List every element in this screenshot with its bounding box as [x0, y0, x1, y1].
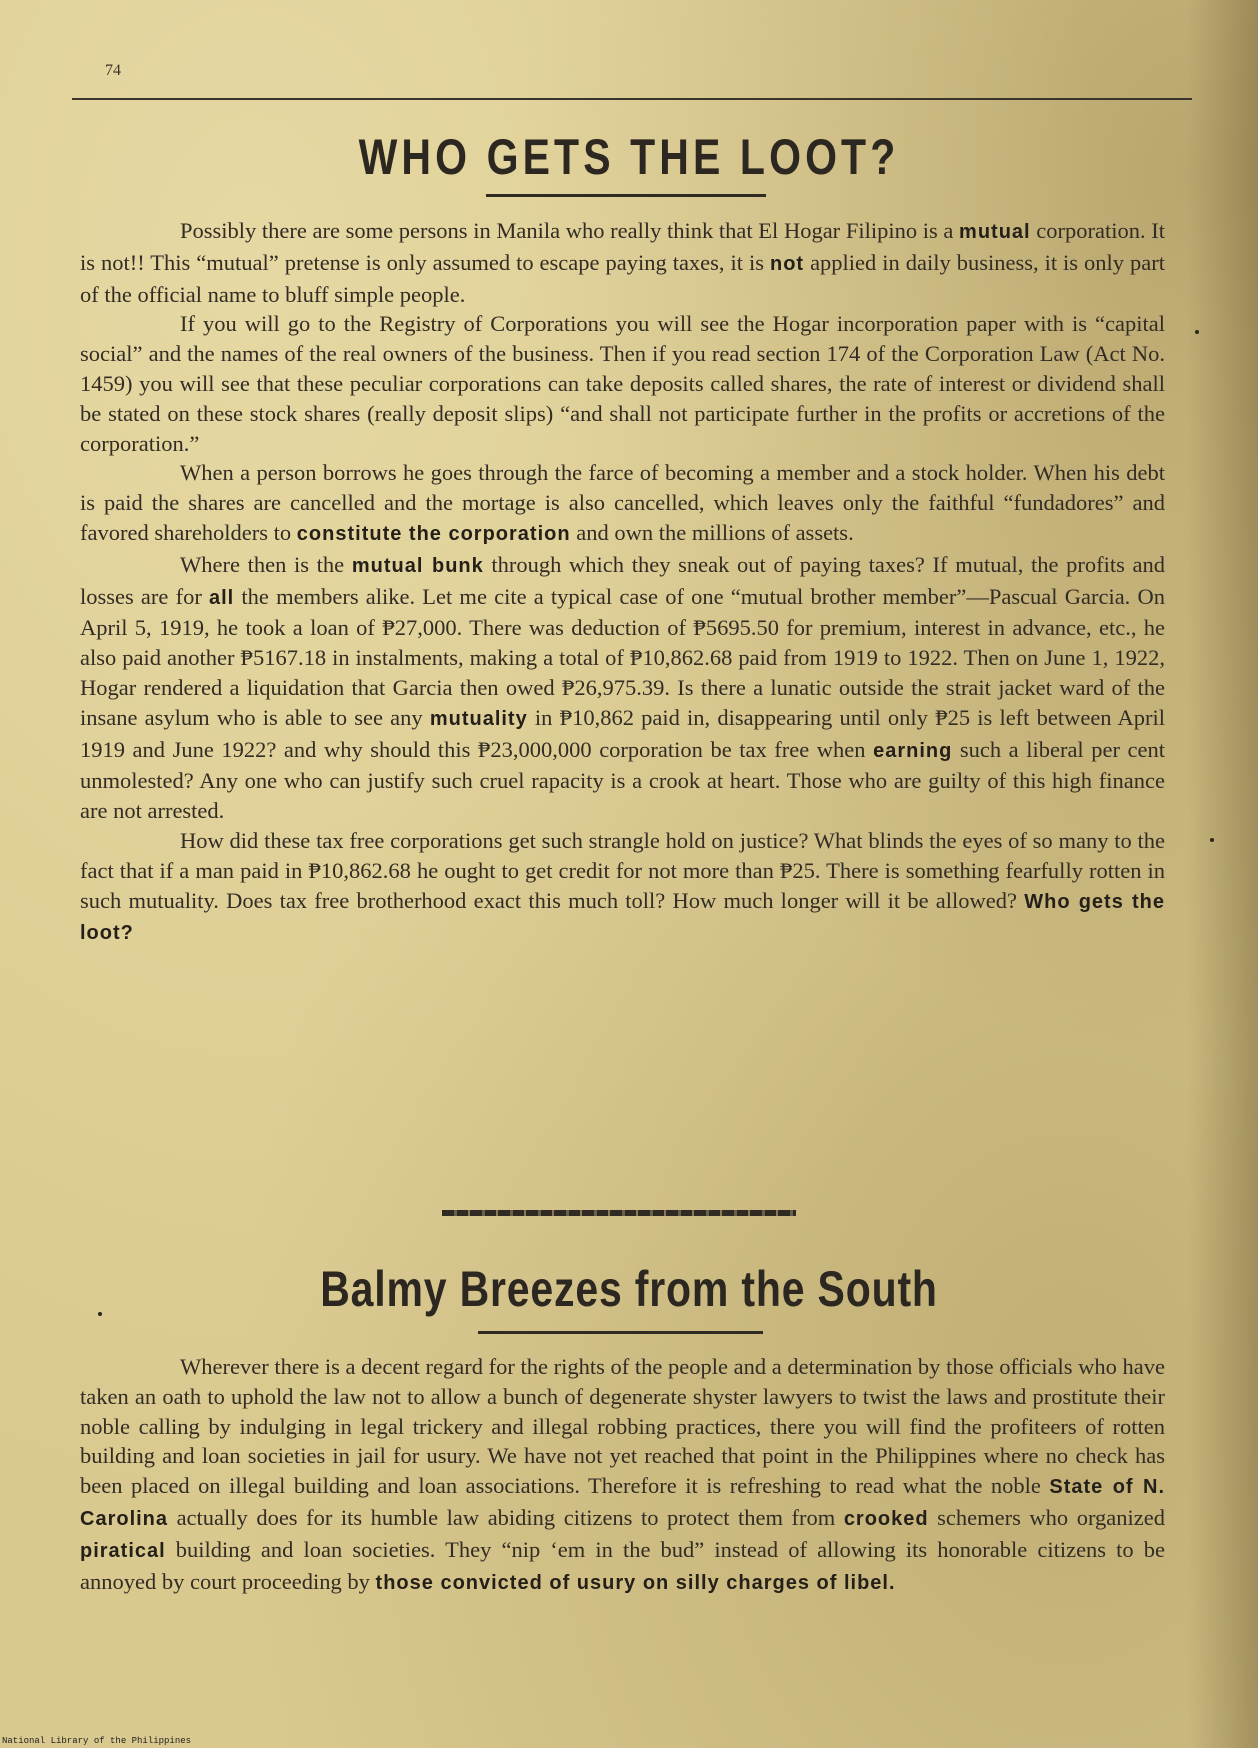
ink-speck — [98, 1312, 102, 1316]
paragraph-4: Where then is the mutual bunk through which they sneak out of paying taxes? If mutual, the profits and losses are for all the members alike. Let me cite a typical case of one “mutual brother member”—Pascual Garcia. On April 5, 1919, he took a loan of ₱27,000. There was deduction of ₱5695.50 for premium, interest in advance, etc., he also paid another ₱5167.18 in instalments, making a total of ₱10,862.68 paid from 1919 to 1922. Then on June 1, 1922, Hogar rendered a liquidation that Garcia then owed ₱26,975.39. Is there a lunatic outside the strait jacket ward of the insane asylum who is able to see any mutuality in ₱10,862 paid in, disappearing until only ₱25 is left between April 1919 and June 1922? and why should this ₱23,000,000 corporation be tax free when earning such a liberal per cent unmolested? Any one who can justify such cruel rapacity is a crook at heart. Those who are guilty of this high finance are not arrested. — [80, 551, 1166, 824]
ink-speck — [1210, 838, 1214, 842]
section-divider — [442, 1210, 796, 1216]
headline-underline — [478, 1331, 763, 1334]
paragraph-3: When a person borrows he goes through the farce of becoming a member and a stock holder. When his debt is paid the shares are cancelled and the mortage is also cancelled, which leaves only the faithful “fundadores” and favored shareholders to constitute the corporation and own the millions of assets. — [80, 460, 1165, 545]
paragraph-1: Wherever there is a decent regard for the rights of the people and a determination by those officials who have taken an oath to uphold the law not to allow a bunch of degenerate shyster lawyers to twist the laws and prostitute their noble calling by indulging in legal trickery and illegal robbing practices, there you will find the profiteers of rotten building and loan societies in jail for usury. We have not yet reached that point in the Philippines where no check has been placed on illegal building and loan associations. Therefore it is refreshing to read what the noble State of N. Carolina actually does for its humble law abiding citizens to protect them from crooked schemers who organized piratical building and loan societies. They “nip ‘em in the bud” instead of allowing its honorable citizens to be annoyed by court proceeding by those convicted of usury on silly charges of libel. — [80, 1354, 1165, 1594]
article-balmy-breezes — [80, 1352, 1165, 1598]
paragraph-1: Possibly there are some persons in Manila who really think that El Hogar Filipino is a mutual corporation. It is not!! This “mutual” pretense is only assumed to escape paying taxes, it is not applied in daily business, it is only part of the official name to bluff simple people. — [80, 218, 1165, 307]
paragraph-2: If you will go to the Registry of Corporations you will see the Hogar incorporation paper with is “capital social” and the names of the real owners of the business. Then if you read section 174 of the Corporation Law (Act No. 1459) you will see that these peculiar corporations can take deposits called shares, the rate of interest or dividend shall be stated on these stock shares (really deposit slips) “and shall not participate further in the profits or accretions of the corporation.” — [80, 311, 1165, 456]
headline-who-gets-the-loot: WHO GETS THE LOOT? — [358, 129, 900, 185]
headline-underline — [486, 194, 766, 197]
header-rule — [72, 98, 1192, 100]
archive-footer: National Library of the Philippines — [2, 1736, 192, 1746]
paragraph-5: How did these tax free corporations get such strangle hold on justice? What blinds the eyes of so many to the fact that if a man paid in ₱10,862.68 he ought to get credit for not more than ₱25. There is something fearfully rotten in such mutuality. Does tax free brotherhood exact this much toll? How much longer will it be allowed? Who gets the loot? — [80, 827, 1165, 945]
page-edge-shadow — [1188, 0, 1258, 1748]
headline-balmy-breezes: Balmy Breezes from the South — [320, 1261, 938, 1317]
ink-speck — [1195, 330, 1199, 334]
article-who-gets-the-loot — [80, 216, 1165, 949]
page-number: 74 — [105, 62, 121, 79]
